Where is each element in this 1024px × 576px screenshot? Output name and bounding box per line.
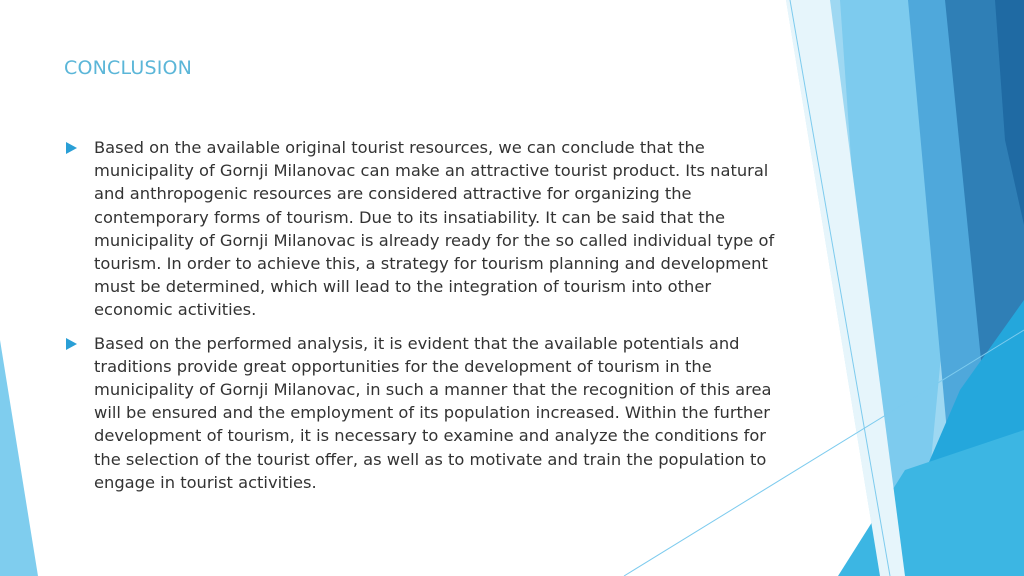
bullet-item-2 [64, 332, 776, 494]
bullet-arrow-icon [66, 338, 77, 350]
left-edge-facet [0, 340, 38, 576]
bullet-text-1: Based on the available original tourist resources, we can conclude that the municipality of Gornji Milanovac can make an attractive tourist product. Its natural and anthropogenic resources are considered attractive for organizing the contemporary forms of tourism. Due to its insatiability. It can be said that the municipality of Gornji Milanovac is already ready for the so called individual type of tourism. In order to achieve this, a strategy for tourism planning and development must be determined, which will lead to the integration of tourism into other economic activities. [94, 138, 775, 320]
bullet-arrow-icon [66, 142, 77, 154]
bullet-item-1 [64, 136, 776, 322]
bullet-text-2: Based on the performed analysis, it is evident that the available potentials and traditions provide great opportunities for the development of tourism in the municipality of Gornji Milanovac, in such a manner that the recognition of this area will be ensured and the employment of its population increased. Within the further development of tourism, it is necessary to examine and analyze the conditions for the selection of the tourist offer, as well as to motivate and train the population to engage in tourist activities. [94, 333, 772, 492]
slide-title: CONCLUSION [64, 57, 193, 79]
bullet-list [64, 136, 776, 504]
